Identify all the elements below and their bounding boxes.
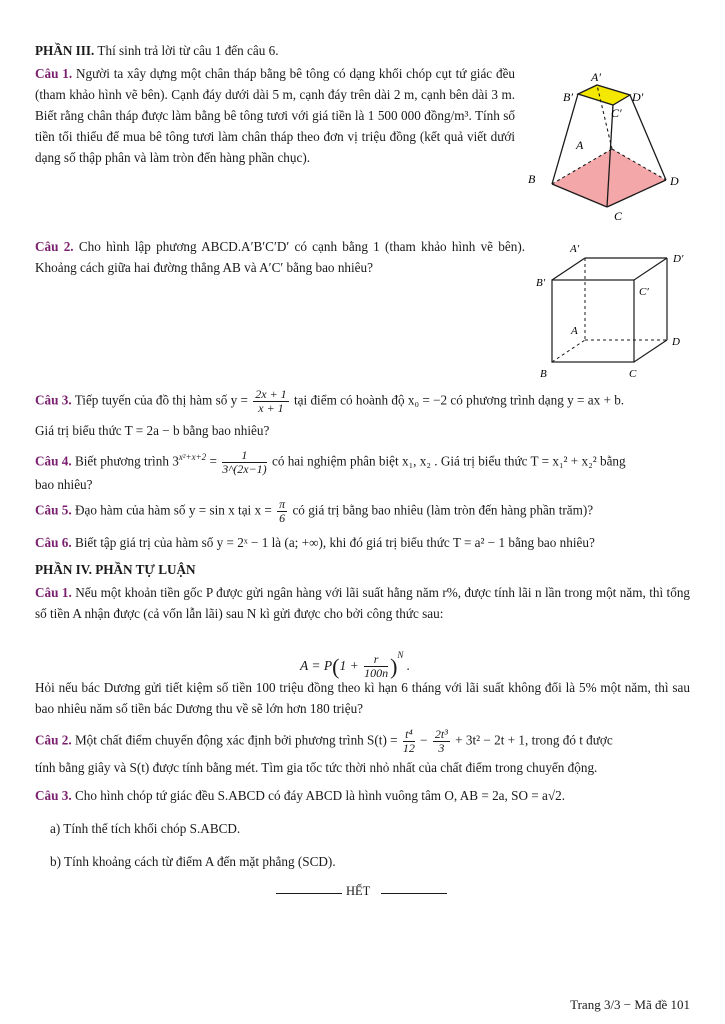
fraction-denominator: 12 [402, 741, 415, 755]
formula-inner: 1 + [339, 658, 359, 673]
cube-front-face [552, 280, 634, 362]
label-c-prime: C′ [611, 106, 622, 120]
end-text: HẾT [346, 884, 371, 898]
question-text: Cho hình chóp tứ giác đều S.ABCD có đáy ABCD là hình vuông tâm O, AB = 2a, SO = a√2. [74, 788, 565, 803]
question-text: Người ta xây dựng một chân tháp bằng bê tông có dạng khối chóp cụt tứ giác đều (tham khảo hình vẽ bên). Cạnh đáy dưới dài 5 m, cạnh đáy trên dài 2 m, cạnh bên dài 3 m. Biết rằng chân tháp được làm bằng bê tông tươi với giá tiền là 1 500 000 đồng/m³. Tính số tiền tối thiểu để mua bê tông tươi làm chân tháp theo đơn vị triệu đồng (kết quả viết dưới dạng số thập phân và làm tròn đến hàng phần chục). [35, 66, 516, 165]
question-label: Câu 4. [35, 453, 72, 469]
edge-b1a1 [552, 258, 585, 280]
fraction-denominator: 100n [364, 666, 389, 681]
question-text: Nếu một khoản tiền gốc P được gửi ngân hàng với lãi suất hằng năm r%, được tính lãi n lần trong một năm, thì tổng số tiền A nhận được (cả vốn lẫn lãi) sau N kì gửi được cho bởi công thức sau: [35, 585, 691, 621]
question-label: Câu 1. [35, 66, 73, 81]
label-b-prime: B′ [536, 277, 546, 289]
edge-c1d1 [634, 258, 667, 280]
p4-question-2 [35, 728, 695, 755]
fraction-1 [403, 728, 415, 755]
part3-instruction: Thí sinh trả lời từ câu 1 đến câu 6. [94, 43, 279, 58]
fraction-2 [433, 728, 450, 755]
p3-question-3 [35, 388, 690, 415]
fraction [277, 498, 287, 525]
formula-close-paren: ) [390, 653, 398, 679]
question-text-2: Hỏi nếu bác Dương gửi tiết kiệm số tiền 100 triệu đồng theo kì hạn 6 tháng với lãi suất không đổi là 5% một năm, thì sau bao nhiêu năm số tiền bác Dương thu về sẽ lớn hơn 180 triệu? [35, 680, 690, 716]
label-d-prime: D′ [632, 90, 644, 104]
part3-header [35, 40, 690, 61]
fraction [253, 388, 288, 415]
p4-question-3-part-b: b) Tính khoảng cách từ điểm A đến mặt phẳng (SCD). [50, 854, 336, 869]
part4-title: PHẦN IV. PHẦN TỰ LUẬN [35, 562, 196, 577]
fraction [222, 449, 266, 476]
question-text-line2: bao nhiêu? [35, 477, 93, 492]
formula-left: A = P [300, 658, 333, 673]
fraction-numerator: π [279, 497, 286, 511]
label-c: C [614, 209, 623, 223]
edge-cd [634, 340, 667, 362]
p4-question-1 [35, 582, 690, 624]
label-d: D [670, 174, 679, 188]
fraction-denominator: 3 [438, 741, 445, 755]
question-label: Câu 3. [35, 788, 72, 803]
p4-question-2-line2 [35, 757, 695, 778]
question-text-line2: Giá trị biểu thức T = 2a − b bằng bao nhiêu? [35, 423, 270, 438]
question-text-post: + 3t² − 2t + 1, trong đó t được [455, 732, 613, 748]
label-a-prime: A′ [591, 70, 601, 84]
p3-question-4-line2 [35, 474, 690, 495]
frustum-figure [522, 62, 692, 232]
label-b-prime: B′ [563, 90, 573, 104]
question-label: Câu 2. [35, 239, 74, 254]
question-label: Câu 5. [35, 502, 72, 518]
cube-figure [530, 238, 695, 388]
exponent: x²+x+2 [178, 452, 207, 462]
edge-ba-hidden [552, 340, 585, 362]
question-label: Câu 6. [35, 535, 72, 550]
fraction-numerator: 1 [222, 449, 266, 463]
page-footer: Trang 3/3 − Mã đề 101 [570, 997, 690, 1012]
part3-title: PHẦN III. [35, 43, 95, 58]
label-d-prime: D′ [673, 253, 684, 265]
label-a: A [576, 138, 584, 152]
label-a: A [571, 325, 578, 337]
fraction-numerator: r [364, 653, 388, 667]
fraction-denominator: 6 [279, 511, 286, 525]
p3-question-3-line2 [35, 420, 690, 441]
p4-question-3 [35, 785, 690, 806]
end-rule-left [276, 893, 342, 894]
label-c: C [629, 368, 637, 380]
question-label: Câu 1. [35, 585, 72, 600]
frustum-top-face [578, 85, 630, 105]
question-text: Biết tập giá trị của hàm số y = 2ˣ − 1 là (a; +∞), khi đó giá trị biểu thức T = a² − 1 bằng bao nhiêu? [74, 535, 595, 550]
fraction-denominator: 3^(2x−1) [222, 461, 267, 476]
fraction-numerator: t⁴ [403, 728, 415, 742]
question-text-pre: Một chất điểm chuyển động xác định bởi phương trình S(t) = [74, 732, 398, 748]
p4-question-3-part-a: a) Tính thể tích khối chóp S.ABCD. [50, 821, 241, 836]
question-text-pre: Biết phương trình 3 [74, 453, 179, 469]
fraction-denominator: x + 1 [258, 401, 284, 415]
label-b: B [540, 368, 547, 380]
formula: A = P(1 + $\frac{r}{100n}$ )$^N$ . [300, 650, 411, 681]
question-text-post: có hai nghiệm phân biệt x₁, x₂ . Giá trị biểu thức T = x₁² + x₂² bằng [271, 453, 626, 469]
p3-question-4 [35, 447, 690, 476]
label-b: B [528, 172, 536, 186]
label-c-prime: C′ [639, 286, 649, 298]
p3-question-5 [35, 498, 690, 525]
end-rule-right [381, 893, 447, 894]
p4-question-1-part2 [35, 677, 690, 719]
question-text-pre: Tiếp tuyến của đồ thị hàm số y = [74, 392, 248, 408]
fraction-numerator: 2t³ [434, 727, 448, 741]
label-a-prime: A′ [570, 243, 580, 255]
p3-question-2 [35, 236, 525, 278]
fraction-numerator: 2x + 1 [255, 387, 287, 401]
p3-question-6 [35, 532, 690, 553]
p3-question-1 [35, 63, 515, 168]
equals: = [206, 453, 221, 469]
question-label: Câu 3. [35, 392, 72, 408]
question-text-pre: Đạo hàm của hàm số y = sin x tại x = [74, 502, 272, 518]
label-d: D [672, 336, 680, 348]
question-text: Cho hình lập phương ABCD.A′B′C′D′ có cạnh bằng 1 (tham khảo hình vẽ bên). Khoảng cách giữa hai đường thẳng AB và A′C′ bằng bao nhiêu? [35, 239, 526, 275]
minus-sign: − [420, 732, 428, 748]
question-label: Câu 2. [35, 732, 72, 748]
formula-open-paren: ( [332, 653, 340, 679]
question-text-post: tại điểm có hoành độ x₀ = −2 có phương trình dạng y = ax + b. [293, 392, 625, 408]
formula-exponent: N [397, 650, 404, 660]
question-text-line2: tính bằng giây và S(t) được tính bằng mét. Tìm gia tốc tức thời nhỏ nhất của chất điểm trong chuyển động. [35, 760, 598, 775]
question-text-post: có giá trị bằng bao nhiêu (làm tròn đến hàng phần trăm)? [292, 502, 594, 518]
